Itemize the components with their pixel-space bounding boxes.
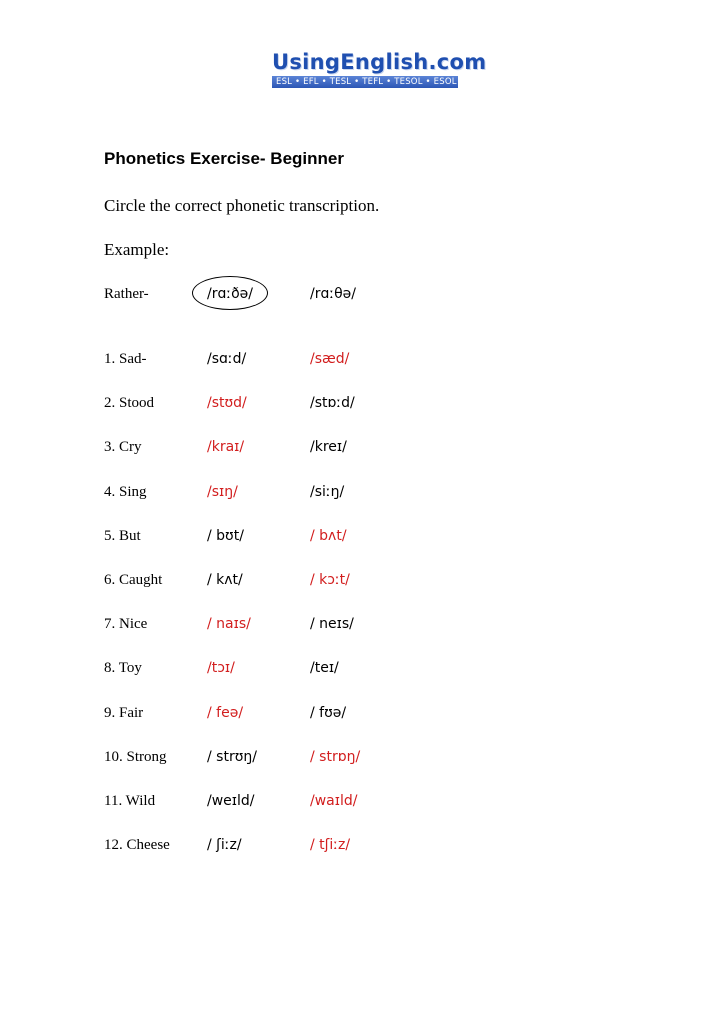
exercise-row <box>0 834 728 856</box>
transcription-option-a: /sɑːd/ <box>207 351 247 367</box>
usingenglish-logo <box>272 50 487 90</box>
transcription-option-a: /stʊd/ <box>207 395 247 412</box>
transcription-option-b: / bʌt/ <box>310 527 347 544</box>
transcription-option-b: /teɪ/ <box>310 660 339 677</box>
exercise-word: 10. Strong <box>104 748 167 765</box>
exercise-row <box>0 348 728 370</box>
exercise-word: 4. Sing <box>104 483 147 500</box>
logo-tagline: ESL • EFL • TESL • TEFL • TESOL • ESOL <box>272 76 458 88</box>
exercise-word: 9. Fair <box>104 704 144 721</box>
transcription-option-a: / kʌt/ <box>207 572 243 588</box>
transcription-option-a: /weɪld/ <box>207 793 255 809</box>
exercise-row <box>0 569 728 591</box>
exercise-row <box>0 481 728 503</box>
transcription-option-b: /siːŋ/ <box>310 483 345 500</box>
transcription-option-b: / neɪs/ <box>310 616 354 633</box>
exercise-word: 5. But <box>104 527 141 544</box>
transcription-option-b: /sæd/ <box>310 351 350 367</box>
exercise-word: 2. Stood <box>104 395 155 412</box>
page-title: Phonetics Exercise- Beginner <box>104 149 344 168</box>
transcription-option-a: /tɔɪ/ <box>207 660 235 677</box>
transcription-option-b: / tʃiːz/ <box>310 837 351 854</box>
transcription-option-a: / strʊŋ/ <box>207 748 257 765</box>
logo-name: UsingEnglish.com <box>272 50 487 74</box>
example-word: Rather- <box>104 286 149 302</box>
exercise-word: 11. Wild <box>104 793 156 809</box>
exercise-word: 6. Caught <box>104 572 163 588</box>
instruction-text: Circle the correct phonetic transcription. <box>104 196 380 215</box>
transcription-option-a: /sɪŋ/ <box>207 483 238 500</box>
exercise-word: 1. Sad- <box>104 351 147 367</box>
transcription-option-a: / feə/ <box>207 704 244 721</box>
transcription-option-a: / naɪs/ <box>207 616 251 633</box>
example-option-b: /rɑːθə/ <box>310 286 356 302</box>
example-label: Example: <box>104 240 170 259</box>
transcription-option-b: / fʊə/ <box>310 704 347 721</box>
transcription-option-a: / bʊt/ <box>207 527 244 544</box>
exercise-row <box>0 790 728 812</box>
transcription-option-a: / ʃiːz/ <box>207 837 242 854</box>
exercise-word: 8. Toy <box>104 660 142 677</box>
transcription-option-b: /kreɪ/ <box>310 439 347 456</box>
exercise-word: 3. Cry <box>104 439 142 456</box>
transcription-option-b: / strɒŋ/ <box>310 748 361 765</box>
exercise-row <box>0 613 728 635</box>
exercise-word: 12. Cheese <box>104 837 170 854</box>
example-option-a: /rɑːðə/ <box>207 286 253 302</box>
example-row <box>0 283 728 305</box>
transcription-option-b: /waɪld/ <box>310 793 358 809</box>
exercise-row <box>0 746 728 768</box>
exercise-row <box>0 392 728 414</box>
exercise-row <box>0 525 728 547</box>
exercise-row <box>0 436 728 458</box>
exercise-row <box>0 702 728 724</box>
exercise-row <box>0 657 728 679</box>
transcription-option-a: /kraɪ/ <box>207 439 245 456</box>
transcription-option-b: /stɒːd/ <box>310 395 355 412</box>
transcription-option-b: / kɔːt/ <box>310 572 350 588</box>
exercise-word: 7. Nice <box>104 616 148 633</box>
